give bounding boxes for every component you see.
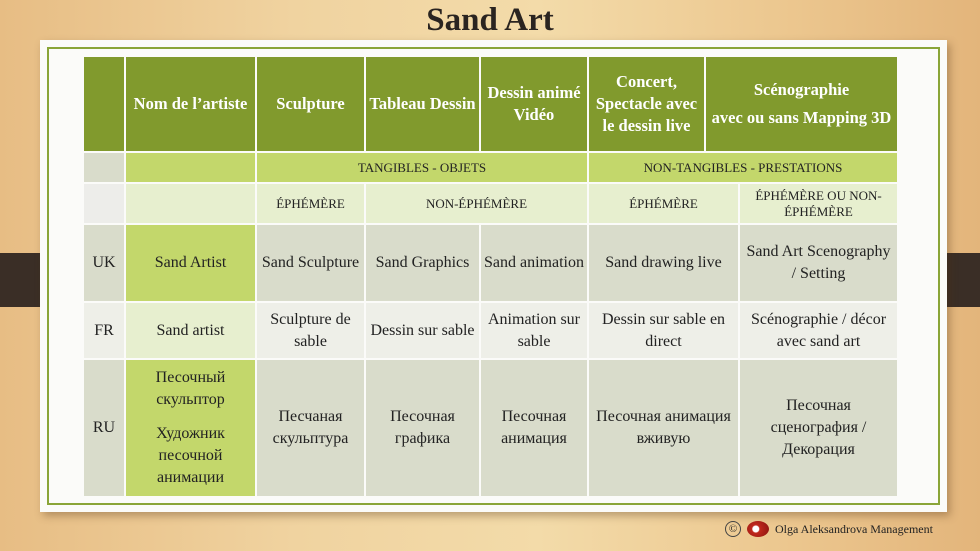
left-strap <box>0 253 40 307</box>
cell: Песочная сценография / Декорация <box>739 359 898 497</box>
cell: Dessin sur sable <box>365 302 480 359</box>
empty-cell <box>83 152 125 183</box>
company-logo-icon <box>747 521 769 537</box>
sand-art-table <box>82 55 899 498</box>
artist-cell: Sand Artist <box>125 224 256 302</box>
header-animation: Dessin animé Vidéo <box>480 56 588 152</box>
table-card <box>40 40 947 512</box>
header-row <box>83 56 898 152</box>
lang-cell: FR <box>83 302 125 359</box>
empty-cell <box>83 183 125 224</box>
header-artist: Nom de l’artiste <box>125 56 256 152</box>
copyright-icon: © <box>725 521 741 537</box>
subgroup-non-ephemere: NON-ÉPHÉMÈRE <box>365 183 588 224</box>
group-tangibles: TANGIBLES - OBJETS <box>256 152 588 183</box>
empty-cell <box>125 152 256 183</box>
header-concert: Concert, Spectacle avec le dessin live <box>588 56 705 152</box>
header-scenography-sub: avec ou sans Mapping 3D <box>711 108 892 127</box>
lang-cell: UK <box>83 224 125 302</box>
cell: Sand Art Scenography / Setting <box>739 224 898 302</box>
cell: Песчаная скульптура <box>256 359 365 497</box>
cell: Sand Sculpture <box>256 224 365 302</box>
cell: Animation sur sable <box>480 302 588 359</box>
empty-cell <box>125 183 256 224</box>
header-scenography <box>705 56 898 152</box>
subgroup-either: ÉPHÉMÈRE OU NON-ÉPHÉMÈRE <box>739 183 898 224</box>
cell: Dessin sur sable en direct <box>588 302 739 359</box>
group-non-tangibles: NON-TANGIBLES - PRESTATIONS <box>588 152 898 183</box>
cell: Песочная графика <box>365 359 480 497</box>
header-empty <box>83 56 125 152</box>
artist-cell <box>125 359 256 497</box>
table-row-uk <box>83 224 898 302</box>
group-row <box>83 152 898 183</box>
cell: Песочная анимация <box>480 359 588 497</box>
cell: Sand drawing live <box>588 224 739 302</box>
cell: Sculpture de sable <box>256 302 365 359</box>
company-name: Olga Aleksandrova Management <box>775 521 933 536</box>
footer <box>725 521 933 537</box>
page-title: Sand Art <box>426 2 554 38</box>
subgroup-row <box>83 183 898 224</box>
artist-cell: Sand artist <box>125 302 256 359</box>
artist-name-2: Художник песочной анимации <box>156 425 225 486</box>
table-row-ru <box>83 359 898 497</box>
header-tableau: Tableau Dessin <box>365 56 480 152</box>
cell: Sand animation <box>480 224 588 302</box>
header-sculpture: Sculpture <box>256 56 365 152</box>
subgroup-ephemere: ÉPHÉMÈRE <box>256 183 365 224</box>
cell: Песочная анимация вживую <box>588 359 739 497</box>
artist-name-1: Песочный скульптор <box>155 369 226 408</box>
subgroup-ephemere-2: ÉPHÉMÈRE <box>588 183 739 224</box>
table-row-fr <box>83 302 898 359</box>
lang-cell: RU <box>83 359 125 497</box>
cell: Scénographie / décor avec sand art <box>739 302 898 359</box>
cell: Sand Graphics <box>365 224 480 302</box>
header-scenography-title: Scénographie <box>753 80 850 99</box>
